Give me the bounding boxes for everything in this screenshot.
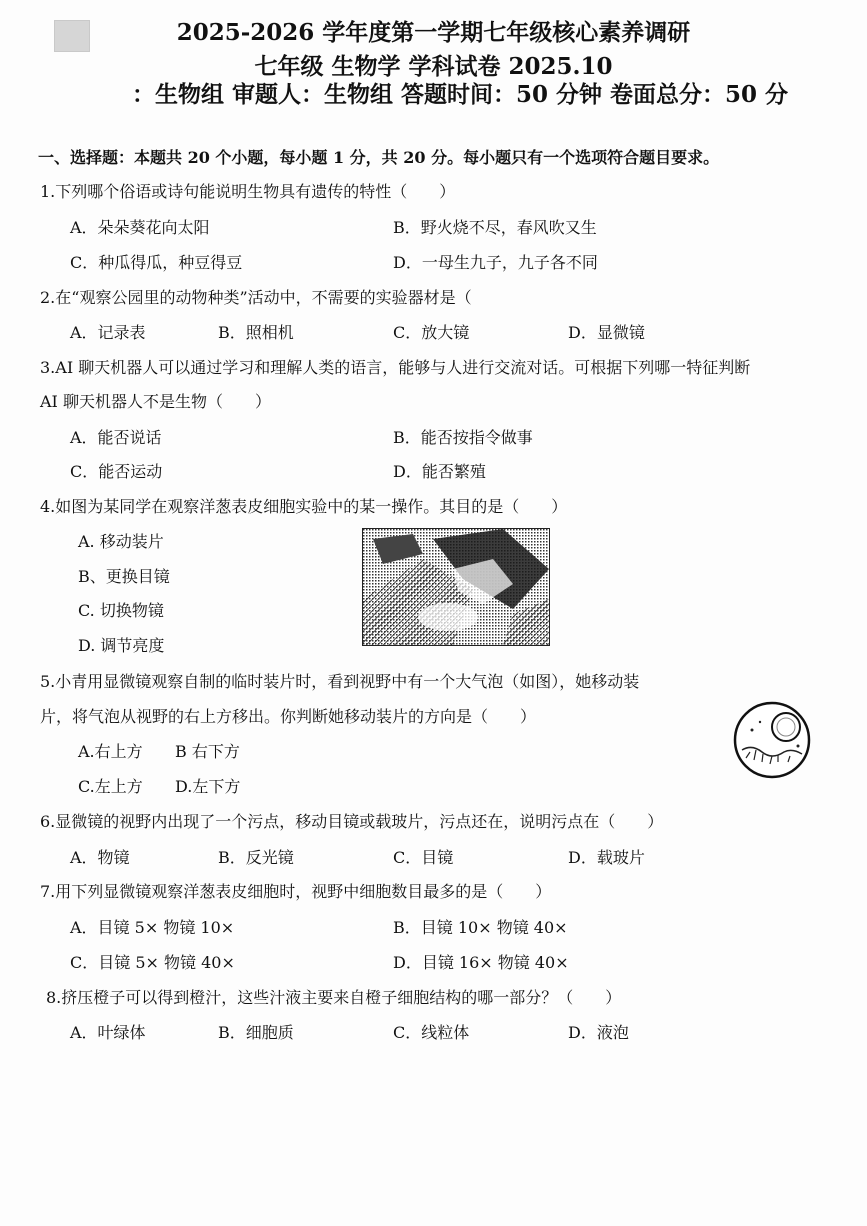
question-6-stem: 6.显微镜的视野内出现了一个污点，移动目镜或载玻片，污点还在，说明污点在（ ）: [40, 812, 664, 831]
q1-option-d[interactable]: D．一母生九子，九子各不同: [393, 253, 598, 272]
question-3-stem-cont: AI 聊天机器人不是生物（ ）: [40, 392, 271, 411]
q5-option-b[interactable]: B 右下方: [175, 742, 240, 761]
q1-option-b[interactable]: B．野火烧不尽，春风吹又生: [393, 218, 597, 237]
q7-option-d[interactable]: D．目镜 16× 物镜 40×: [393, 953, 569, 972]
q1-option-a[interactable]: A．朵朵葵花向太阳: [70, 218, 210, 237]
q3-option-d[interactable]: D．能否繁殖: [393, 462, 486, 481]
q6-option-c[interactable]: C．目镜: [393, 848, 454, 867]
q4-option-b[interactable]: B、更换目镜: [78, 567, 170, 586]
q6-option-d[interactable]: D．载玻片: [568, 848, 645, 867]
q7-option-c[interactable]: C．目镜 5× 物镜 40×: [70, 953, 235, 972]
q5-option-c[interactable]: C.左上方: [78, 777, 143, 796]
exam-title-line3: ：生物组 审题人：生物组 答题时间：50 分钟 卷面总分：50 分: [132, 81, 789, 108]
question-5-stem: 5.小青用显微镜观察自制的临时装片时，看到视野中有一个大气泡（如图），她移动装: [40, 672, 640, 691]
question-1-stem: 1.下列哪个俗语或诗句能说明生物具有遗传的特性（ ）: [40, 182, 456, 201]
q2-option-a[interactable]: A．记录表: [70, 323, 146, 342]
q8-option-b[interactable]: B．细胞质: [218, 1023, 294, 1042]
q4-option-d[interactable]: D. 调节亮度: [78, 636, 165, 655]
q4-option-a[interactable]: A. 移动装片: [78, 532, 164, 551]
q5-option-a[interactable]: A.右上方: [78, 742, 143, 761]
question-8-stem: 8.挤压橙子可以得到橙汁，这些汁液主要来自橙子细胞结构的哪一部分？（ ）: [46, 988, 622, 1007]
question-3-stem: 3.AI 聊天机器人可以通过学习和理解人类的语言，能够与人进行交流对话。可根据下列哪一特征判断: [40, 358, 751, 377]
microscope-operation-photo: [362, 528, 550, 646]
q6-option-b[interactable]: B．反光镜: [218, 848, 294, 867]
question-7-stem: 7.用下列显微镜观察洋葱表皮细胞时，视野中细胞数目最多的是（ ）: [40, 882, 552, 901]
q8-option-c[interactable]: C．线粒体: [393, 1023, 470, 1042]
q3-option-a[interactable]: A．能否说话: [70, 428, 162, 447]
q7-option-b[interactable]: B．目镜 10× 物镜 40×: [393, 918, 568, 937]
microscope-field-bubble-figure: [732, 700, 812, 780]
q6-option-a[interactable]: A．物镜: [70, 848, 130, 867]
q7-option-a[interactable]: A．目镜 5× 物镜 10×: [70, 918, 235, 937]
q5-option-d[interactable]: D.左下方: [175, 777, 241, 796]
q3-option-c[interactable]: C．能否运动: [70, 462, 163, 481]
q1-option-c[interactable]: C．种瓜得瓜，种豆得豆: [70, 253, 243, 272]
q2-option-d[interactable]: D．显微镜: [568, 323, 645, 342]
question-2-stem: 2.在“观察公园里的动物种类”活动中，不需要的实验器材是（: [40, 288, 472, 307]
section-heading: 一、选择题：本题共 20 个小题，每小题 1 分，共 20 分。每小题只有一个选项符合题目要求。: [38, 148, 720, 167]
q2-option-c[interactable]: C．放大镜: [393, 323, 470, 342]
q3-option-b[interactable]: B．能否按指令做事: [393, 428, 533, 447]
q2-option-b[interactable]: B．照相机: [218, 323, 294, 342]
q8-option-a[interactable]: A．叶绿体: [70, 1023, 146, 1042]
q8-option-d[interactable]: D．液泡: [568, 1023, 629, 1042]
exam-title-line2: 七年级 生物学 学科试卷 2025.10: [254, 53, 613, 80]
question-5-stem-cont: 片，将气泡从视野的右上方移出。你判断她移动装片的方向是（ ）: [40, 707, 537, 726]
exam-title-line1: 2025-2026 学年度第一学期七年级核心素养调研: [176, 19, 691, 46]
q4-option-c[interactable]: C. 切换物镜: [78, 601, 164, 620]
question-4-stem: 4.如图为某同学在观察洋葱表皮细胞实验中的某一操作。其目的是（ ）: [40, 497, 568, 516]
